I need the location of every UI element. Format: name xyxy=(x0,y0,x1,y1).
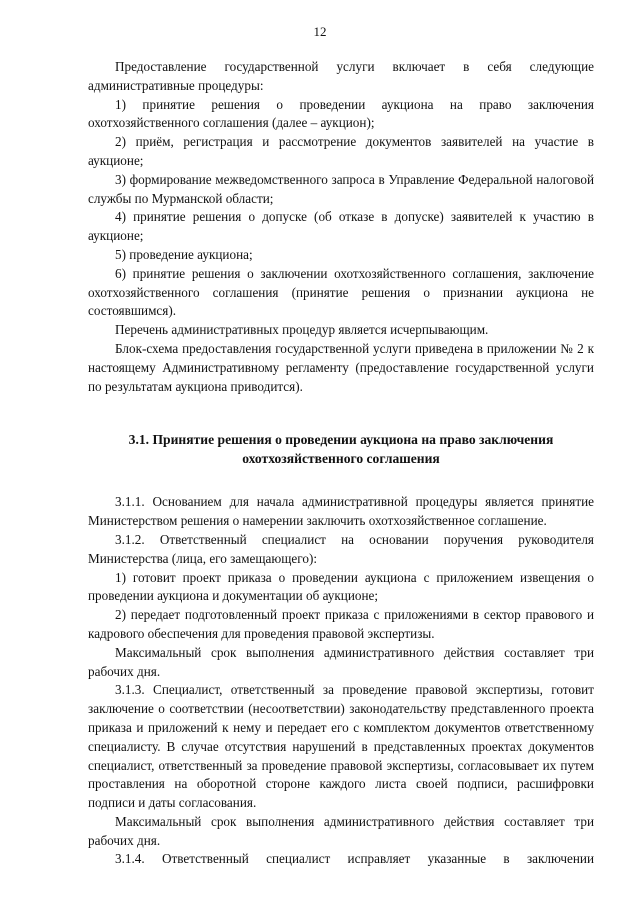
procedure-item: 1) принятие решения о проведении аукциона на право заключения охотхозяйственного соглашения (далее – аукцион); xyxy=(88,96,594,131)
deadline-note: Максимальный срок выполнения административного действия составляет три рабочих дня. xyxy=(88,644,594,679)
flowchart-reference: Блок-схема предоставления государственной услуги приведена в приложении № 2 к настоящему Административному регламенту (предоставление государственной услуги по результатам аукциона приводится). xyxy=(88,340,594,394)
section-heading-line: охотхозяйственного соглашения xyxy=(242,451,440,467)
intro-paragraph: Предоставление государственной услуги включает в себя следующие административные процедуры: xyxy=(88,59,594,93)
page-body xyxy=(88,58,594,869)
section-heading-line: 3.1. Принятие решения о проведении аукциона на право заключения xyxy=(128,432,554,448)
procedure-item: 4) принятие решения о допуске (об отказе в допуске) заявителей к участию в аукционе; xyxy=(88,209,594,244)
procedure-item: 6) принятие решения о заключении охотхозяйственного соглашения, заключение охотхозяйственного соглашения (принятие решения о признании аукциона не состоявшимся). xyxy=(88,265,594,319)
procedure-item: 3) формирование межведомственного запроса в Управление Федеральной налоговой службы по Мурманской области; xyxy=(88,171,594,206)
clause-3-1-2: 3.1.2. Ответственный специалист на основании поручения руководителя Министерства (лица, его замещающего): xyxy=(88,531,594,566)
clause-3-1-3: 3.1.3. Специалист, ответственный за проведение правовой экспертизы, готовит заключение о соответствии (несоответствии) законодательству представленного проекта приказа и приложений к нему и передает его с комплектом документов ответственному специалисту. В случае отсутствия нарушений в представленных проектах документов специалист, ответственный за проведение правовой экспертизы, согласовывает их путем проставления на оборотной стороне каждого листа своей подписи, расшифровки подписи и даты согласования. xyxy=(88,682,594,811)
section-heading xyxy=(88,430,594,468)
deadline-note: Максимальный срок выполнения административного действия составляет три рабочих дня. xyxy=(88,813,594,848)
clause-3-1-4: 3.1.4. Ответственный специалист исправляет указанные в заключении xyxy=(115,851,594,867)
clause-item: 1) готовит проект приказа о проведении аукциона с приложением извещения о проведении аукциона и документации об аукционе; xyxy=(88,569,594,604)
clause-item: 2) передает подготовленный проект приказа с приложениями в сектор правового и кадрового обеспечения для проведения правовой экспертизы. xyxy=(88,607,594,641)
procedure-item: 2) приём, регистрация и рассмотрение документов заявителей на участие в аукционе; xyxy=(88,134,594,168)
clause-3-1-1: 3.1.1. Основанием для начала административной процедуры является принятие Министерством решения о намерении заключить охотхозяйственное соглашение. xyxy=(88,494,594,529)
procedure-item: 5) проведение аукциона; xyxy=(115,246,253,262)
page-number: 12 xyxy=(313,24,327,39)
exhaustive-note: Перечень административных процедур является исчерпывающим. xyxy=(115,322,489,338)
